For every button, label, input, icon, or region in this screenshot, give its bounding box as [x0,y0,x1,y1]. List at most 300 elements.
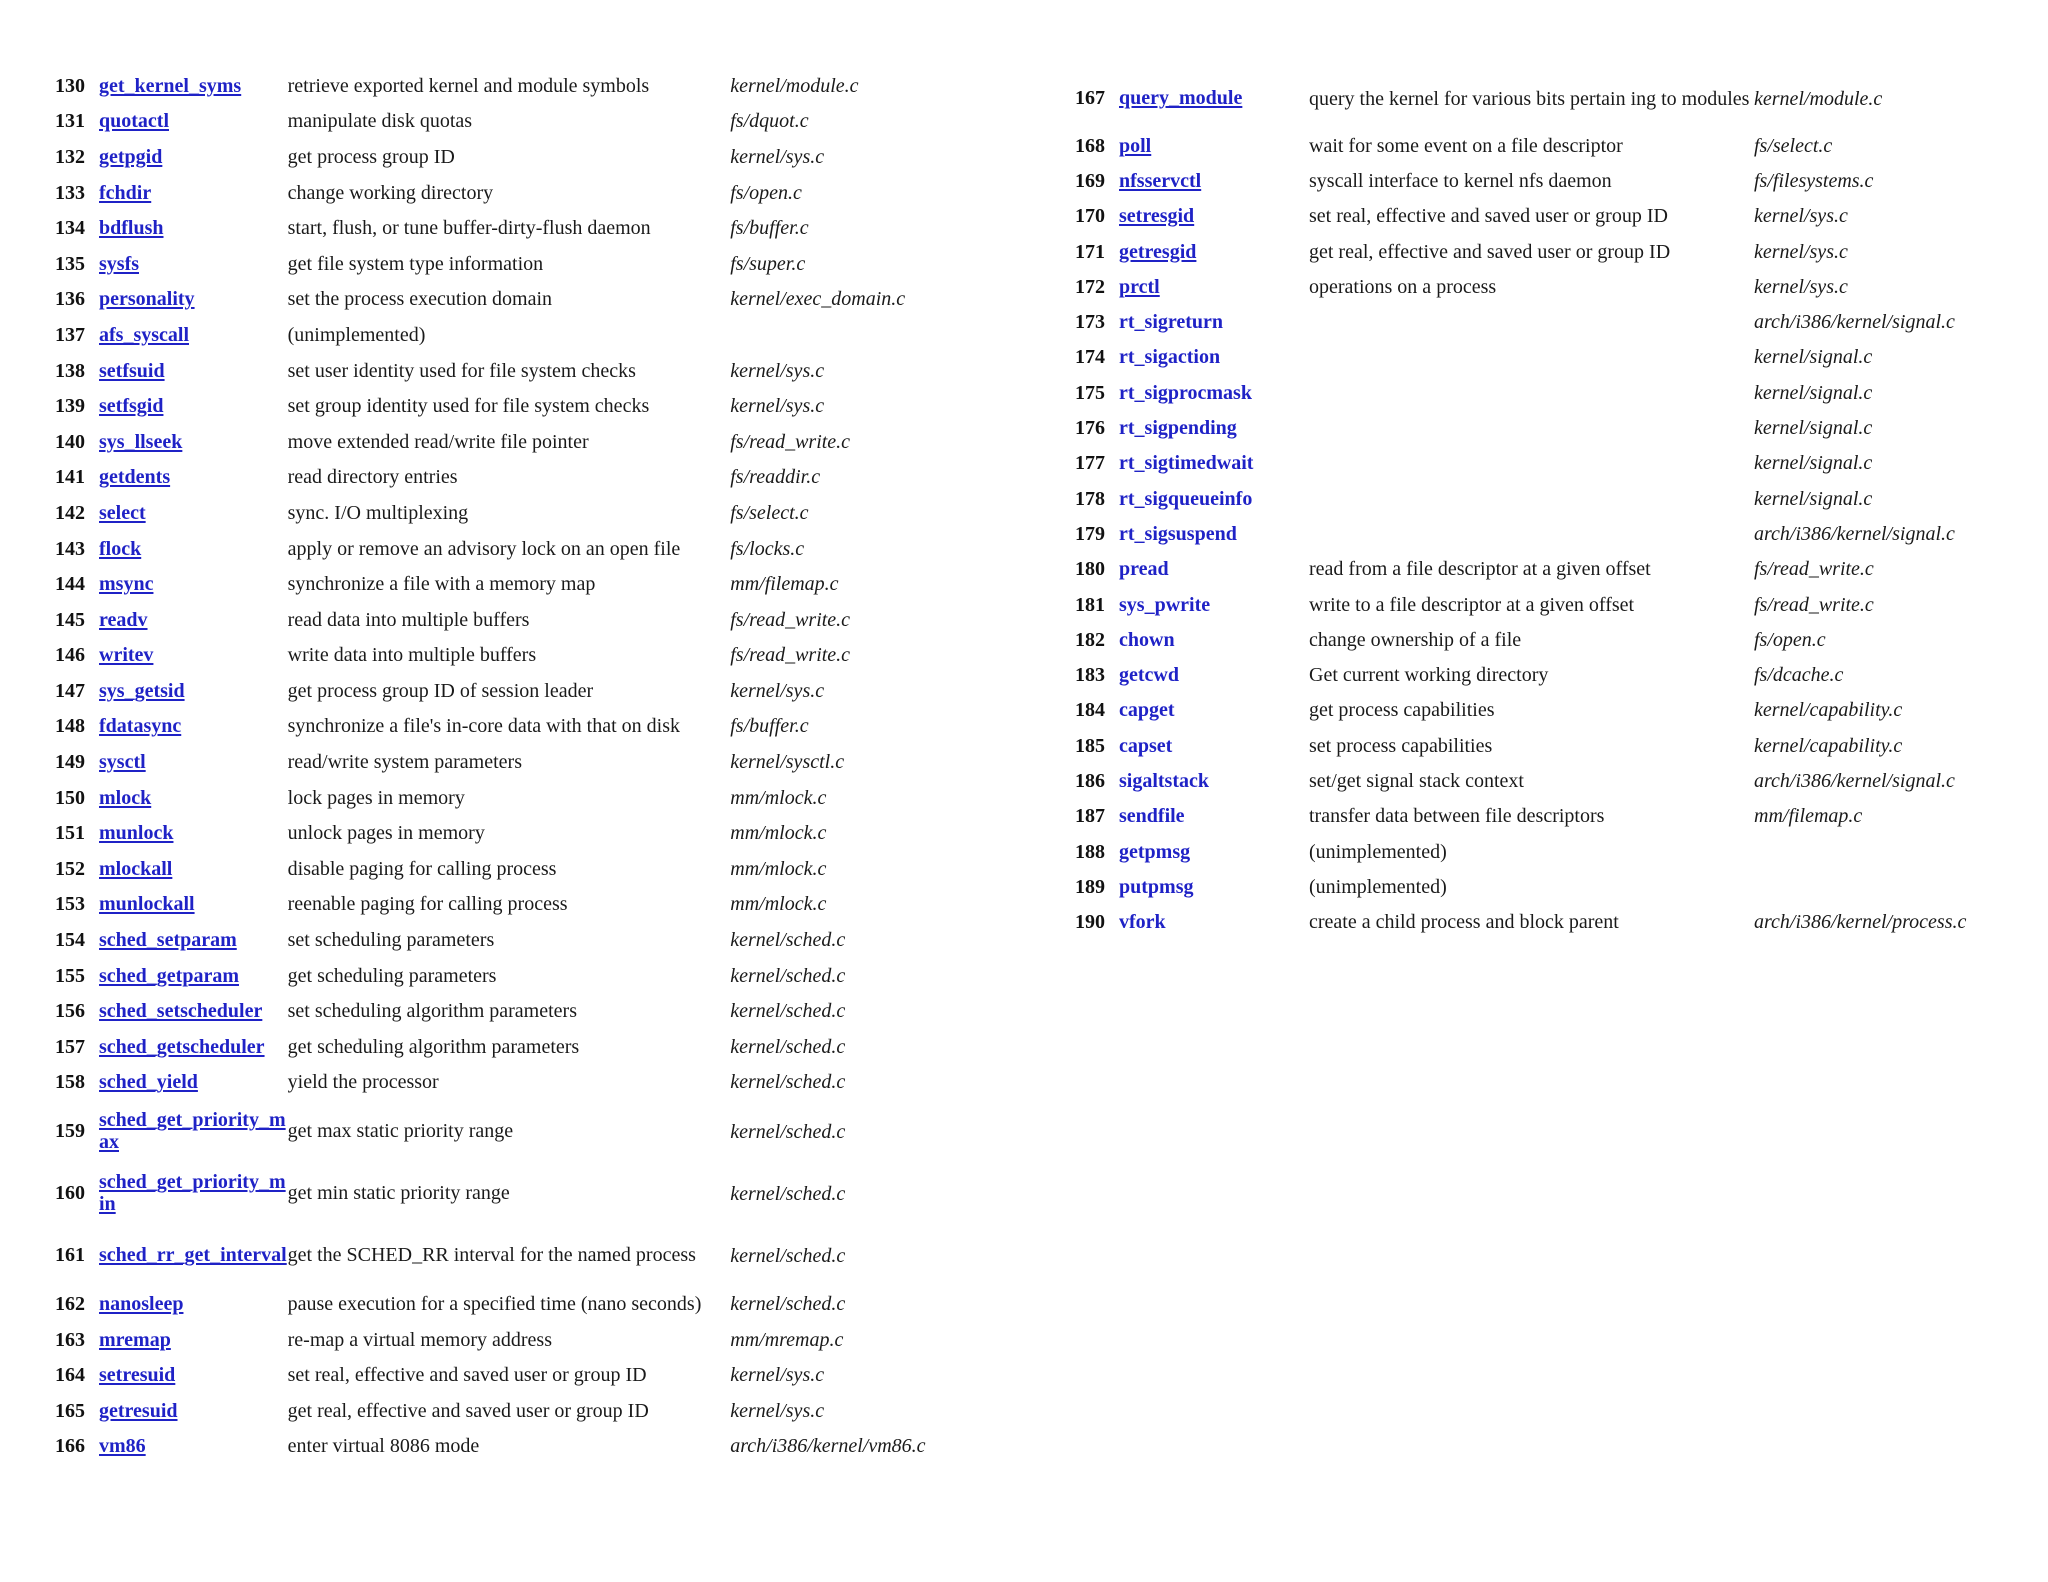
syscall-number: 185 [1075,734,1105,757]
source-file: kernel/capability.c [1754,734,1903,757]
syscall-name-cell [99,1224,288,1286]
syscall-name: putpmsg [1119,875,1194,898]
syscall-name-link[interactable]: getresgid [1119,240,1197,263]
syscall-name: capset [1119,734,1173,757]
source-file: mm/mlock.c [730,893,827,916]
syscall-name-cell [1119,234,1309,269]
source-file: kernel/sched.c [730,1035,846,1058]
syscall-number: 183 [1075,664,1105,687]
table-row [55,1029,960,1065]
syscall-name-cell [99,175,288,211]
syscall-name: rt_sigaction [1119,346,1221,369]
syscall-name-link[interactable]: sched_getscheduler [99,1035,265,1058]
syscall-description [1309,375,1754,410]
source-file: kernel/signal.c [1754,346,1873,369]
syscall-number: 133 [55,181,85,204]
syscall-description: write to a file descriptor at a given offset [1309,593,1635,616]
source-file: kernel/sys.c [730,679,825,702]
syscall-table-right [1075,68,2015,940]
syscall-description: set scheduling algorithm parameters [287,1000,577,1023]
syscall-number: 182 [1075,628,1105,651]
syscall-name-cell [1119,340,1309,375]
source-file: kernel/signal.c [1754,452,1873,475]
syscall-name-link[interactable]: sys_getsid [99,679,185,702]
table-row [1075,516,2004,551]
syscall-description: write data into multiple buffers [287,644,537,667]
syscall-name-cell [99,246,288,282]
table-row [55,958,960,994]
syscall-name-cell [99,1162,288,1224]
source-file: fs/buffer.c [730,217,809,240]
syscall-number: 174 [1075,346,1105,369]
syscall-description: set process capabilities [1309,734,1493,757]
syscall-name-link[interactable]: getresuid [99,1399,178,1422]
syscall-number: 159 [55,1120,85,1143]
table-row [1075,587,2004,622]
source-file: mm/filemap.c [730,573,839,596]
table-row [1075,446,2004,481]
syscall-number: 146 [55,644,85,667]
table-row [1075,552,2004,587]
syscall-description: (unimplemented) [287,323,426,346]
source-file: mm/mlock.c [730,857,827,880]
syscall-name-link[interactable]: personality [99,288,195,311]
source-file [730,317,960,353]
source-file: arch/i386/kernel/vm86.c [730,1435,926,1458]
syscall-description: unlock pages in memory [287,822,485,845]
syscall-description: get scheduling parameters [287,964,497,987]
syscall-description [1309,446,1754,481]
syscall-name-cell [99,744,288,780]
source-file: fs/read_write.c [730,430,851,453]
syscall-name-cell [99,424,288,460]
source-file: arch/i386/kernel/process.c [1754,911,1967,934]
syscall-description: (unimplemented) [1309,875,1447,898]
source-file: mm/mlock.c [730,822,827,845]
syscall-name-cell [99,317,288,353]
syscall-number: 142 [55,501,85,524]
syscall-description: pause execution for a specified time (nano seconds) [287,1293,702,1316]
table-row [55,388,960,424]
syscall-name-cell [99,1429,288,1465]
syscall-description: get process group ID of session leader [287,679,594,702]
syscall-name-cell [99,1357,288,1393]
source-file: kernel/signal.c [1754,417,1873,440]
source-file: kernel/sys.c [730,145,825,168]
syscall-name-cell [99,1322,288,1358]
source-file: mm/mlock.c [730,786,827,809]
syscall-number: 163 [55,1328,85,1351]
syscall-name-cell [99,282,288,318]
source-file: kernel/sched.c [730,1000,846,1023]
source-file [1754,869,2004,904]
syscall-name-link[interactable]: vm86 [99,1435,146,1458]
source-file: kernel/sched.c [730,964,846,987]
table-row [55,531,960,567]
table-row [1075,128,2004,163]
syscall-name: vfork [1119,911,1166,934]
syscall-description: (unimplemented) [1309,840,1447,863]
syscall-number: 166 [55,1435,85,1458]
table-row [1075,481,2004,516]
syscall-description: set the process execution domain [287,288,553,311]
table-row [55,139,960,175]
source-file: fs/select.c [730,501,809,524]
source-file: fs/filesystems.c [1754,169,1874,192]
source-file [1754,834,2004,869]
syscall-name-link[interactable]: sched_get_priority_max [99,1109,286,1154]
syscall-name-cell [1119,269,1309,304]
syscall-description: query the kernel for various bits pertain ing to modules [1309,88,1750,110]
syscall-number: 135 [55,252,85,275]
syscall-number: 140 [55,430,85,453]
syscall-description: manipulate disk quotas [287,110,473,133]
syscall-number: 180 [1075,558,1105,581]
syscall-description: yield the processor [287,1071,439,1094]
syscall-name-cell [99,460,288,496]
syscall-name: chown [1119,628,1175,651]
table-row [1075,834,2004,869]
syscall-name-cell [99,922,288,958]
syscall-number: 149 [55,751,85,774]
syscall-description: get max static priority range [287,1120,514,1143]
table-row [55,1357,960,1393]
syscall-name-cell [1119,905,1309,940]
syscall-description: apply or remove an advisory lock on an open file [287,537,681,560]
syscall-name-link[interactable]: sys_llseek [99,430,183,453]
syscall-description: enter virtual 8086 mode [287,1435,480,1458]
syscall-number: 152 [55,857,85,880]
syscall-name-link[interactable]: afs_syscall [99,323,189,346]
syscall-name-link[interactable]: mremap [99,1328,171,1351]
syscall-name-link[interactable]: sched_rr_get_interval [99,1244,287,1267]
source-file: fs/readdir.c [730,466,821,489]
syscall-number: 181 [1075,593,1105,616]
syscall-name-link[interactable]: bdflush [99,217,164,240]
table-row [55,1393,960,1429]
table-row [55,353,960,389]
syscall-name-link[interactable]: prctl [1119,275,1160,298]
syscall-name-cell [1119,375,1309,410]
syscall-name-cell [1119,304,1309,339]
syscall-name: rt_sigreturn [1119,311,1224,334]
syscall-description: disable paging for calling process [287,857,557,880]
table-row [1075,199,2004,234]
table-row [55,709,960,745]
syscall-name-link[interactable]: mlock [99,786,152,809]
syscall-name-cell [1119,869,1309,904]
syscall-description: syscall interface to kernel nfs daemon [1309,169,1612,192]
syscall-number: 164 [55,1364,85,1387]
syscall-name-link[interactable]: getdents [99,466,171,489]
syscall-name-link[interactable]: msync [99,573,154,596]
table-row [1075,763,2004,798]
syscall-number: 156 [55,1000,85,1023]
source-file: fs/read_write.c [1754,593,1874,616]
syscall-description: set real, effective and saved user or group ID [1309,205,1668,228]
syscall-number: 130 [55,74,85,97]
syscall-name-link[interactable]: fchdir [99,181,152,204]
syscall-name-cell [99,993,288,1029]
syscall-description: re-map a virtual memory address [287,1328,552,1351]
syscall-name-cell [99,815,288,851]
table-row [55,1100,960,1162]
table-row [55,1224,960,1286]
syscall-name-link[interactable]: poll [1119,134,1152,157]
syscall-number: 150 [55,786,85,809]
source-file: fs/dcache.c [1754,664,1844,687]
syscall-name-cell [1119,728,1309,763]
syscall-number: 172 [1075,275,1105,298]
source-file: kernel/sysctl.c [730,751,845,774]
syscall-name-cell [1119,763,1309,798]
syscall-number: 184 [1075,699,1105,722]
table-row [55,317,960,353]
syscall-number: 136 [55,288,85,311]
syscall-name-cell [99,1393,288,1429]
syscall-number: 137 [55,323,85,346]
source-file: fs/buffer.c [730,715,809,738]
syscall-number: 134 [55,217,85,240]
table-row [1075,304,2004,339]
syscall-description: sync. I/O multiplexing [287,501,469,524]
syscall-number: 190 [1075,911,1105,934]
syscall-description: start, flush, or tune buffer-dirty-flush daemon [287,217,651,240]
syscall-name-link[interactable]: sysfs [99,252,140,275]
syscall-description: get file system type information [287,252,544,275]
table-row [1075,799,2004,834]
syscall-description: read directory entries [287,466,458,489]
syscall-name-cell [1119,799,1309,834]
syscall-description: lock pages in memory [287,786,465,809]
syscall-description: read from a file descriptor at a given offset [1309,558,1651,581]
syscall-name-link[interactable]: setfsuid [99,359,165,382]
syscall-number: 160 [55,1182,85,1205]
source-file: kernel/sched.c [730,1071,846,1094]
syscall-name-link[interactable]: sched_getparam [99,964,239,987]
source-file: mm/filemap.c [1754,805,1863,828]
syscall-name-cell [1119,68,1309,128]
syscall-name-cell [99,531,288,567]
syscall-name-cell [1119,199,1309,234]
source-file: kernel/sched.c [730,1293,846,1316]
syscall-name-link[interactable]: sched_setparam [99,929,237,952]
syscall-number: 151 [55,822,85,845]
syscall-name-link[interactable]: setfsgid [99,395,164,418]
syscall-description: get process capabilities [1309,699,1495,722]
syscall-name: sys_pwrite [1119,593,1211,616]
syscall-number: 167 [1075,87,1105,109]
syscall-name-cell [1119,834,1309,869]
table-row [1075,269,2004,304]
syscall-name-cell [99,139,288,175]
syscall-number: 154 [55,929,85,952]
syscall-name-link[interactable]: mlockall [99,857,173,880]
syscall-name-link[interactable]: flock [99,537,142,560]
table-row [1075,410,2004,445]
syscall-number: 145 [55,608,85,631]
source-file: kernel/signal.c [1754,381,1873,404]
syscall-name-cell [1119,516,1309,551]
syscall-name: sendfile [1119,805,1185,828]
syscall-name-link[interactable]: munlock [99,822,174,845]
syscall-name: rt_sigsuspend [1119,522,1237,545]
table-row [55,780,960,816]
table-row [1075,693,2004,728]
syscall-name-cell [99,851,288,887]
syscall-name-cell [99,709,288,745]
syscall-name: rt_sigqueueinfo [1119,487,1253,510]
syscall-name-link[interactable]: sysctl [99,751,146,774]
table-row [55,887,960,923]
source-file: kernel/sys.c [1754,205,1848,228]
source-file: kernel/sys.c [1754,275,1848,298]
table-row [55,424,960,460]
syscall-name-cell [99,602,288,638]
syscall-name-link[interactable]: munlockall [99,893,195,916]
syscall-description: transfer data between file descriptors [1309,805,1605,828]
table-row [1075,657,2004,692]
table-row [55,1162,960,1224]
syscall-name: getpmsg [1119,840,1191,863]
syscall-number: 165 [55,1399,85,1422]
syscall-name-cell [99,958,288,994]
syscall-description [1309,304,1754,339]
syscall-description: read data into multiple buffers [287,608,530,631]
table-row [55,602,960,638]
syscall-description: set user identity used for file system checks [287,359,636,382]
syscall-number: 144 [55,573,85,596]
syscall-name-cell [99,1286,288,1322]
syscall-name-cell [1119,128,1309,163]
table-row [55,104,960,140]
table-row [1075,869,2004,904]
syscall-name-link[interactable]: query_module [1119,87,1243,109]
syscall-name-link[interactable]: getpgid [99,145,163,168]
syscall-description: get the SCHED_RR interval for the named process [287,1244,696,1267]
syscall-description: get real, effective and saved user or group ID [287,1399,649,1422]
syscall-name-link[interactable]: setresuid [99,1364,176,1387]
syscall-name-cell [1119,693,1309,728]
syscall-name-cell [1119,446,1309,481]
syscall-description: change ownership of a file [1309,628,1522,651]
table-row [55,638,960,674]
syscall-name: rt_sigtimedwait [1119,452,1254,475]
syscall-name: sigaltstack [1119,769,1209,792]
syscall-number: 177 [1075,452,1105,475]
syscall-name-link[interactable]: setresgid [1119,205,1195,228]
syscall-description: get min static priority range [287,1182,510,1205]
syscall-description: read/write system parameters [287,751,522,774]
source-file: kernel/sched.c [730,1245,846,1268]
source-file: fs/read_write.c [730,608,851,631]
source-file: kernel/sys.c [730,1364,825,1387]
syscall-description [1309,516,1754,551]
syscall-number: 168 [1075,134,1105,157]
syscall-name-link[interactable]: sched_yield [99,1071,198,1094]
syscall-name-link[interactable]: fdatasync [99,715,182,738]
syscall-name-link[interactable]: sched_get_priority_min [99,1171,286,1216]
source-file: fs/locks.c [730,537,805,560]
source-file: kernel/sys.c [730,395,825,418]
syscall-name-link[interactable]: readv [99,608,148,631]
table-row [1075,375,2004,410]
syscall-description: set/get signal stack context [1309,769,1524,792]
syscall-description: get process group ID [287,145,455,168]
syscall-number: 155 [55,964,85,987]
syscall-name-cell [99,68,288,104]
syscall-name-cell [99,388,288,424]
syscall-description: set real, effective and saved user or group ID [287,1364,647,1387]
syscall-name-link[interactable]: get_kernel_syms [99,74,242,97]
table-row [55,460,960,496]
syscall-number: 153 [55,893,85,916]
syscall-number: 141 [55,466,85,489]
source-file: kernel/module.c [1754,88,1883,110]
source-file: kernel/sys.c [730,359,825,382]
syscall-number: 138 [55,359,85,382]
table-row [55,815,960,851]
source-file: arch/i386/kernel/signal.c [1754,769,1955,792]
syscall-name-link[interactable]: nanosleep [99,1293,184,1316]
syscall-number: 139 [55,395,85,418]
syscall-number: 178 [1075,487,1105,510]
syscall-name-cell [1119,552,1309,587]
syscall-name-cell [1119,481,1309,516]
table-row [55,744,960,780]
syscall-name-cell [1119,622,1309,657]
syscall-number: 170 [1075,205,1105,228]
syscall-description: synchronize a file's in-core data with that on disk [287,715,681,738]
source-file: fs/select.c [1754,134,1833,157]
syscall-number: 148 [55,715,85,738]
table-row [1075,340,2004,375]
syscall-number: 143 [55,537,85,560]
table-row [55,851,960,887]
table-row [55,68,960,104]
syscall-name-link[interactable]: nfsservctl [1119,169,1202,192]
table-row [55,210,960,246]
syscall-description: get real, effective and saved user or group ID [1309,240,1671,263]
table-row [55,282,960,318]
syscall-number: 188 [1075,840,1105,863]
source-file: kernel/sys.c [1754,240,1848,263]
syscall-number: 171 [1075,240,1105,263]
syscall-name-cell [1119,410,1309,445]
table-row [1075,234,2004,269]
syscall-description: synchronize a file with a memory map [287,573,596,596]
syscall-name-link[interactable]: writev [99,644,154,667]
syscall-name-link[interactable]: select [99,501,146,524]
syscall-name-cell [99,887,288,923]
source-file: kernel/exec_domain.c [730,288,906,311]
syscall-number: 161 [55,1244,85,1267]
syscall-name: pread [1119,558,1169,581]
syscall-name-cell [99,1065,288,1101]
syscall-number: 176 [1075,417,1105,440]
syscall-table [1075,68,2004,940]
syscall-number: 175 [1075,381,1105,404]
table-row [55,1322,960,1358]
syscall-name-link[interactable]: sched_setscheduler [99,1000,263,1023]
source-file: kernel/capability.c [1754,699,1903,722]
syscall-description: operations on a process [1309,275,1497,298]
syscall-name-cell [99,495,288,531]
syscall-name-cell [99,780,288,816]
syscall-number: 186 [1075,769,1105,792]
syscall-name-link[interactable]: quotactl [99,110,169,133]
syscall-name-cell [99,1029,288,1065]
